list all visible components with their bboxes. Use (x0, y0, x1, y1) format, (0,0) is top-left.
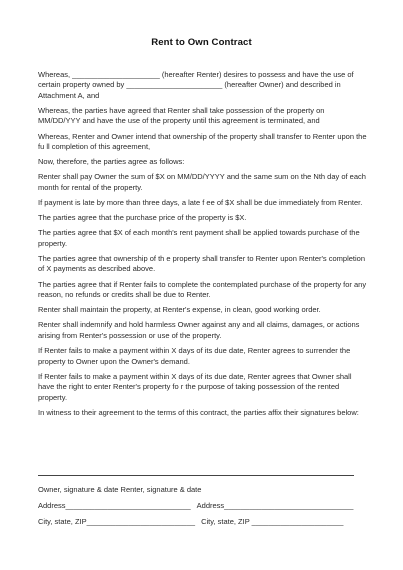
paragraph-rent-payment: Renter shall pay Owner the sum of $X on MM/DD/YYYY and the same sum on the Nth day of each month for rental of the property. (38, 172, 366, 192)
owner-city-field[interactable]: City, state, ZIP__________________________ (38, 517, 196, 526)
document-title: Rent to Own Contract (151, 37, 252, 48)
paragraph-surrender: If Renter fails to make a payment within X days of its due date, Renter agrees to surrender the property to Owner upon the Owner's demand. (38, 346, 351, 366)
paragraph-purchase-price: The parties agree that the purchase price of the property is $X. (38, 213, 247, 223)
paragraph-maintenance: Renter shall maintain the property, at Renter's expense, in clean, good working order. (38, 305, 321, 315)
renter-city-field[interactable]: City, state, ZIP ______________________ (201, 517, 344, 526)
paragraph-ownership-transfer: The parties agree that ownership of th e property shall transfer to Renter upon Renter's completion of X payments as described above. (38, 254, 366, 274)
paragraph-possession: Whereas, the parties have agreed that Renter shall take possession of the property on MM/DD/YYY and have the use of the property until this agreement is terminated, and (38, 106, 325, 126)
paragraph-right-to-enter: If Renter fails to make a payment within X days of its due date, Renter agrees that Owner shall have the right to enter Renter's property fo r the purpose of taking possession of the rented property. (38, 371, 352, 402)
paragraph-renter-intro: Whereas, _____________________ (hereafter Renter) desires to possess and have the use of certain property owned by _______________________ (hereafter Owner) and described in Attachment A, and (38, 70, 354, 100)
paragraph-late-fee: If payment is late by more than three days, a late f ee of $X shall be due immediately from Renter. (38, 198, 363, 208)
paragraph-no-refunds: The parties agree that if Renter fails to complete the contemplated purchase of the property for any reason, no refunds or credits shall be due to Renter. (38, 279, 367, 300)
paragraph-ownership-intent: Whereas, Renter and Owner intend that ownership of the property shall transfer to Renter upon the fu ll completion of this agreement, (38, 131, 367, 152)
contract-body (38, 70, 368, 423)
owner-address-field[interactable]: Address______________________________ (38, 501, 191, 510)
signature-labels: Owner, signature & date Renter, signature & date (38, 485, 202, 494)
address-row (38, 501, 368, 511)
paragraph-witness: In witness to their agreement to the terms of this contract, the parties affix their signatures below: (38, 407, 359, 417)
city-row (38, 517, 368, 527)
paragraph-rent-applied: The parties agree that $X of each month's rent payment shall be applied towards purchase of the property. (38, 228, 360, 248)
renter-address-field[interactable]: Address_______________________________ (196, 501, 354, 510)
signature-line (38, 475, 354, 476)
paragraph-agree-as-follows: Now, therefore, the parties agree as follows: (38, 157, 185, 167)
paragraph-indemnify: Renter shall indemnify and hold harmless Owner against any and all claims, damages, or actions arising from Renter's possession or use of the property. (38, 320, 360, 340)
